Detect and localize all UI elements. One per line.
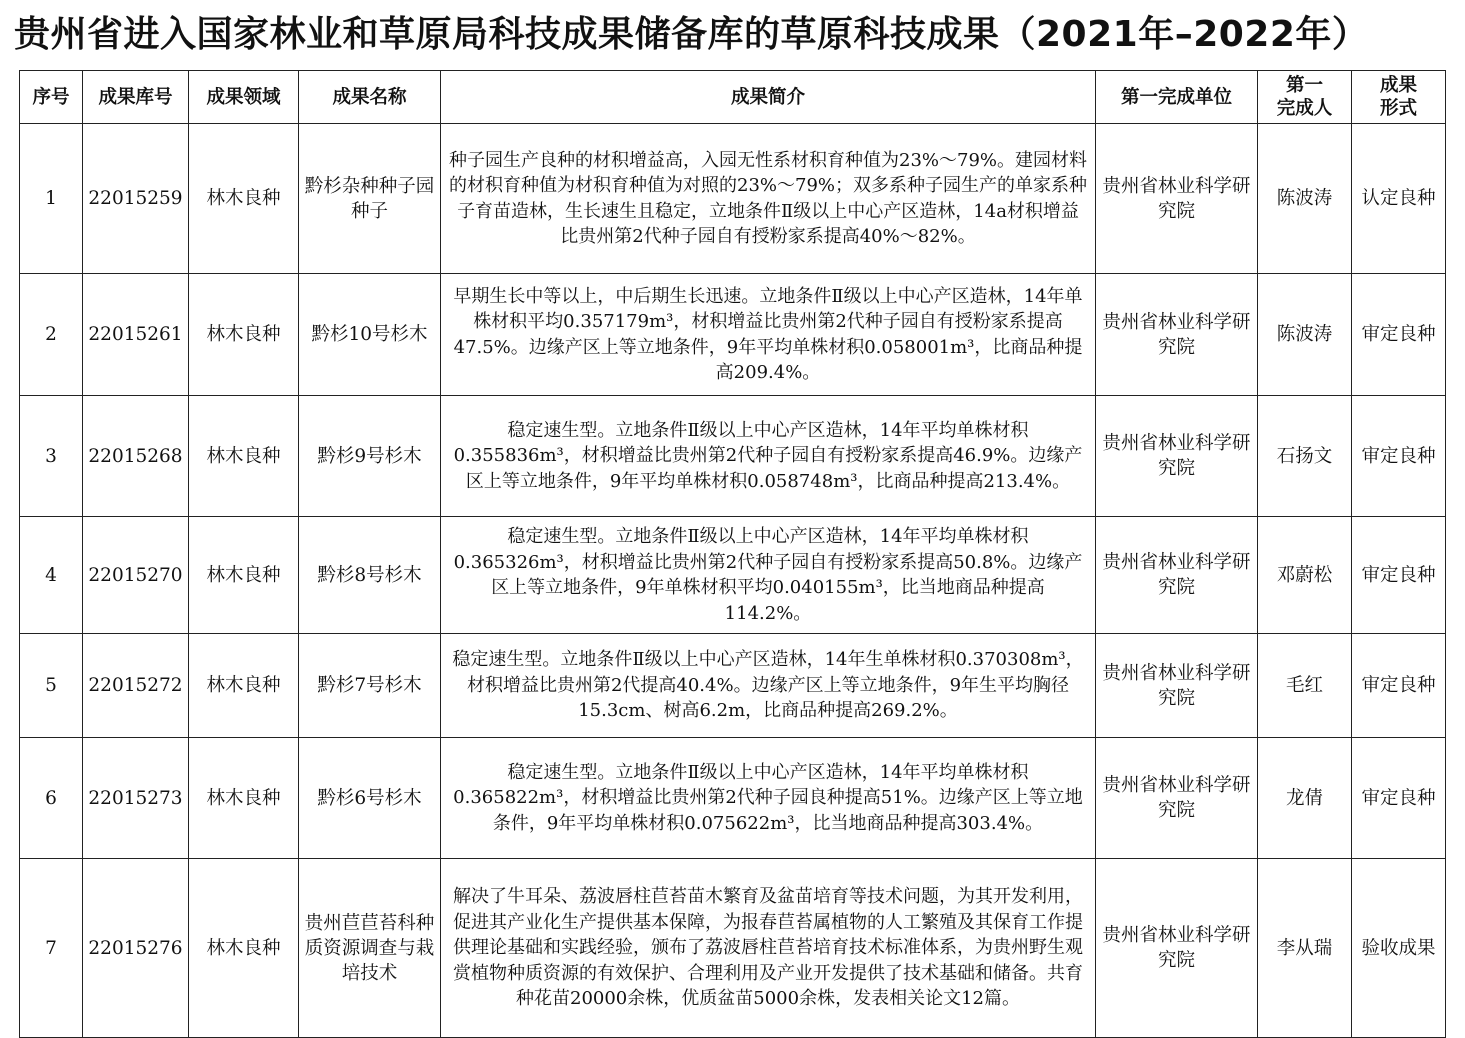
cell-name: 黔杉8号杉木 xyxy=(299,517,441,634)
cell-unit: 贵州省林业科学研究院 xyxy=(1096,859,1258,1038)
cell-name: 贵州苣苣苔科种质资源调查与栽培技术 xyxy=(299,859,441,1038)
table-row xyxy=(20,274,1446,396)
table-header-row xyxy=(20,71,1446,124)
table-row xyxy=(20,396,1446,517)
cell-person: 石扬文 xyxy=(1258,396,1352,517)
page-title: 贵州省进入国家林业和草原局科技成果储备库的草原科技成果（2021年–2022年） xyxy=(14,14,1369,55)
table-row xyxy=(20,859,1446,1038)
table-row xyxy=(20,517,1446,634)
cell-index: 7 xyxy=(20,859,83,1038)
cell-summary: 稳定速生型。立地条件Ⅱ级以上中心产区造林，14年平均单株材积0.355836m³，材积增益比贵州第2代种子园自有授粉家系提高46.9%。边缘产区上等立地条件，9年平均单株材积0.058748m³，比商品种提高213.4%。 xyxy=(441,396,1096,517)
col-header-field: 成果领域 xyxy=(189,71,299,124)
col-header-person xyxy=(1258,71,1352,124)
cell-index: 1 xyxy=(20,124,83,274)
cell-unit: 贵州省林业科学研究院 xyxy=(1096,738,1258,859)
cell-form: 认定良种 xyxy=(1352,124,1446,274)
cell-person: 陈波涛 xyxy=(1258,274,1352,396)
col-header-person-line1: 第一 xyxy=(1285,75,1323,96)
col-header-person-line2: 完成人 xyxy=(1276,98,1333,119)
cell-summary: 稳定速生型。立地条件Ⅱ级以上中心产区造林，14年平均单株材积0.365326m³，材积增益比贵州第2代种子园自有授粉家系提高50.8%。边缘产区上等立地条件，9年单株材积平均0.040155m³，比当地商品种提高114.2%。 xyxy=(441,517,1096,634)
cell-form: 验收成果 xyxy=(1352,859,1446,1038)
cell-unit: 贵州省林业科学研究院 xyxy=(1096,396,1258,517)
col-header-library-no: 成果库号 xyxy=(83,71,189,124)
cell-index: 5 xyxy=(20,634,83,738)
cell-form: 审定良种 xyxy=(1352,396,1446,517)
cell-library-no: 22015268 xyxy=(83,396,189,517)
cell-name: 黔杉9号杉木 xyxy=(299,396,441,517)
cell-unit: 贵州省林业科学研究院 xyxy=(1096,274,1258,396)
cell-library-no: 22015276 xyxy=(83,859,189,1038)
cell-library-no: 22015261 xyxy=(83,274,189,396)
cell-index: 6 xyxy=(20,738,83,859)
cell-person: 李从瑞 xyxy=(1258,859,1352,1038)
cell-unit: 贵州省林业科学研究院 xyxy=(1096,634,1258,738)
cell-person: 邓蔚松 xyxy=(1258,517,1352,634)
cell-unit: 贵州省林业科学研究院 xyxy=(1096,124,1258,274)
cell-library-no: 22015272 xyxy=(83,634,189,738)
achievements-table xyxy=(19,70,1446,1038)
cell-person: 毛红 xyxy=(1258,634,1352,738)
cell-field: 林木良种 xyxy=(189,738,299,859)
cell-form: 审定良种 xyxy=(1352,274,1446,396)
cell-index: 3 xyxy=(20,396,83,517)
cell-name: 黔杉杂种种子园种子 xyxy=(299,124,441,274)
col-header-form xyxy=(1352,71,1446,124)
col-header-unit: 第一完成单位 xyxy=(1096,71,1258,124)
cell-summary: 早期生长中等以上，中后期生长迅速。立地条件Ⅱ级以上中心产区造林，14年单株材积平均0.357179m³，材积增益比贵州第2代种子园自有授粉家系提高47.5%。边缘产区上等立地条件，9年平均单株材积0.058001m³，比商品种提高209.4%。 xyxy=(441,274,1096,396)
cell-library-no: 22015273 xyxy=(83,738,189,859)
cell-summary: 解决了牛耳朵、荔波唇柱苣苔苗木繁育及盆苗培育等技术问题，为其开发利用，促进其产业化生产提供基本保障，为报春苣苔属植物的人工繁殖及其保育工作提供理论基础和实践经验，颁布了荔波唇柱苣苔培育技术标准体系，为贵州野生观赏植物种质资源的有效保护、合理利用及产业开发提供了技术基础和储备。共育种花苗20000余株，优质盆苗5000余株，发表相关论文12篇。 xyxy=(441,859,1096,1038)
cell-summary: 稳定速生型。立地条件Ⅱ级以上中心产区造林，14年平均单株材积0.365822m³，材积增益比贵州第2代种子园良种提高51%。边缘产区上等立地条件，9年平均单株材积0.075622m³，比当地商品种提高303.4%。 xyxy=(441,738,1096,859)
cell-unit: 贵州省林业科学研究院 xyxy=(1096,517,1258,634)
table-row xyxy=(20,634,1446,738)
cell-field: 林木良种 xyxy=(189,124,299,274)
table-row xyxy=(20,738,1446,859)
cell-library-no: 22015270 xyxy=(83,517,189,634)
col-header-form-line1: 成果 xyxy=(1379,75,1417,96)
col-header-form-line2: 形式 xyxy=(1379,98,1417,119)
cell-field: 林木良种 xyxy=(189,396,299,517)
cell-field: 林木良种 xyxy=(189,634,299,738)
col-header-name: 成果名称 xyxy=(299,71,441,124)
cell-summary: 种子园生产良种的材积增益高，入园无性系材积育种值为23%～79%。建园材料的材积育种值为材积育种值为对照的23%～79%；双多系种子园生产的单家系种子育苗造林，生长速生且稳定，立地条件Ⅱ级以上中心产区造林，14a材积增益比贵州第2代种子园自有授粉家系提高40%～82%。 xyxy=(441,124,1096,274)
cell-index: 4 xyxy=(20,517,83,634)
cell-form: 审定良种 xyxy=(1352,517,1446,634)
cell-form: 审定良种 xyxy=(1352,634,1446,738)
cell-person: 陈波涛 xyxy=(1258,124,1352,274)
cell-library-no: 22015259 xyxy=(83,124,189,274)
cell-name: 黔杉7号杉木 xyxy=(299,634,441,738)
cell-field: 林木良种 xyxy=(189,859,299,1038)
cell-field: 林木良种 xyxy=(189,274,299,396)
cell-form: 审定良种 xyxy=(1352,738,1446,859)
cell-index: 2 xyxy=(20,274,83,396)
cell-field: 林木良种 xyxy=(189,517,299,634)
col-header-index: 序号 xyxy=(20,71,83,124)
col-header-summary: 成果简介 xyxy=(441,71,1096,124)
cell-person: 龙倩 xyxy=(1258,738,1352,859)
cell-summary: 稳定速生型。立地条件Ⅱ级以上中心产区造林，14年生单株材积0.370308m³，材积增益比贵州第2代提高40.4%。边缘产区上等立地条件，9年生平均胸径15.3cm、树高6.2m，比商品种提高269.2%。 xyxy=(441,634,1096,738)
cell-name: 黔杉10号杉木 xyxy=(299,274,441,396)
table-row xyxy=(20,124,1446,274)
cell-name: 黔杉6号杉木 xyxy=(299,738,441,859)
